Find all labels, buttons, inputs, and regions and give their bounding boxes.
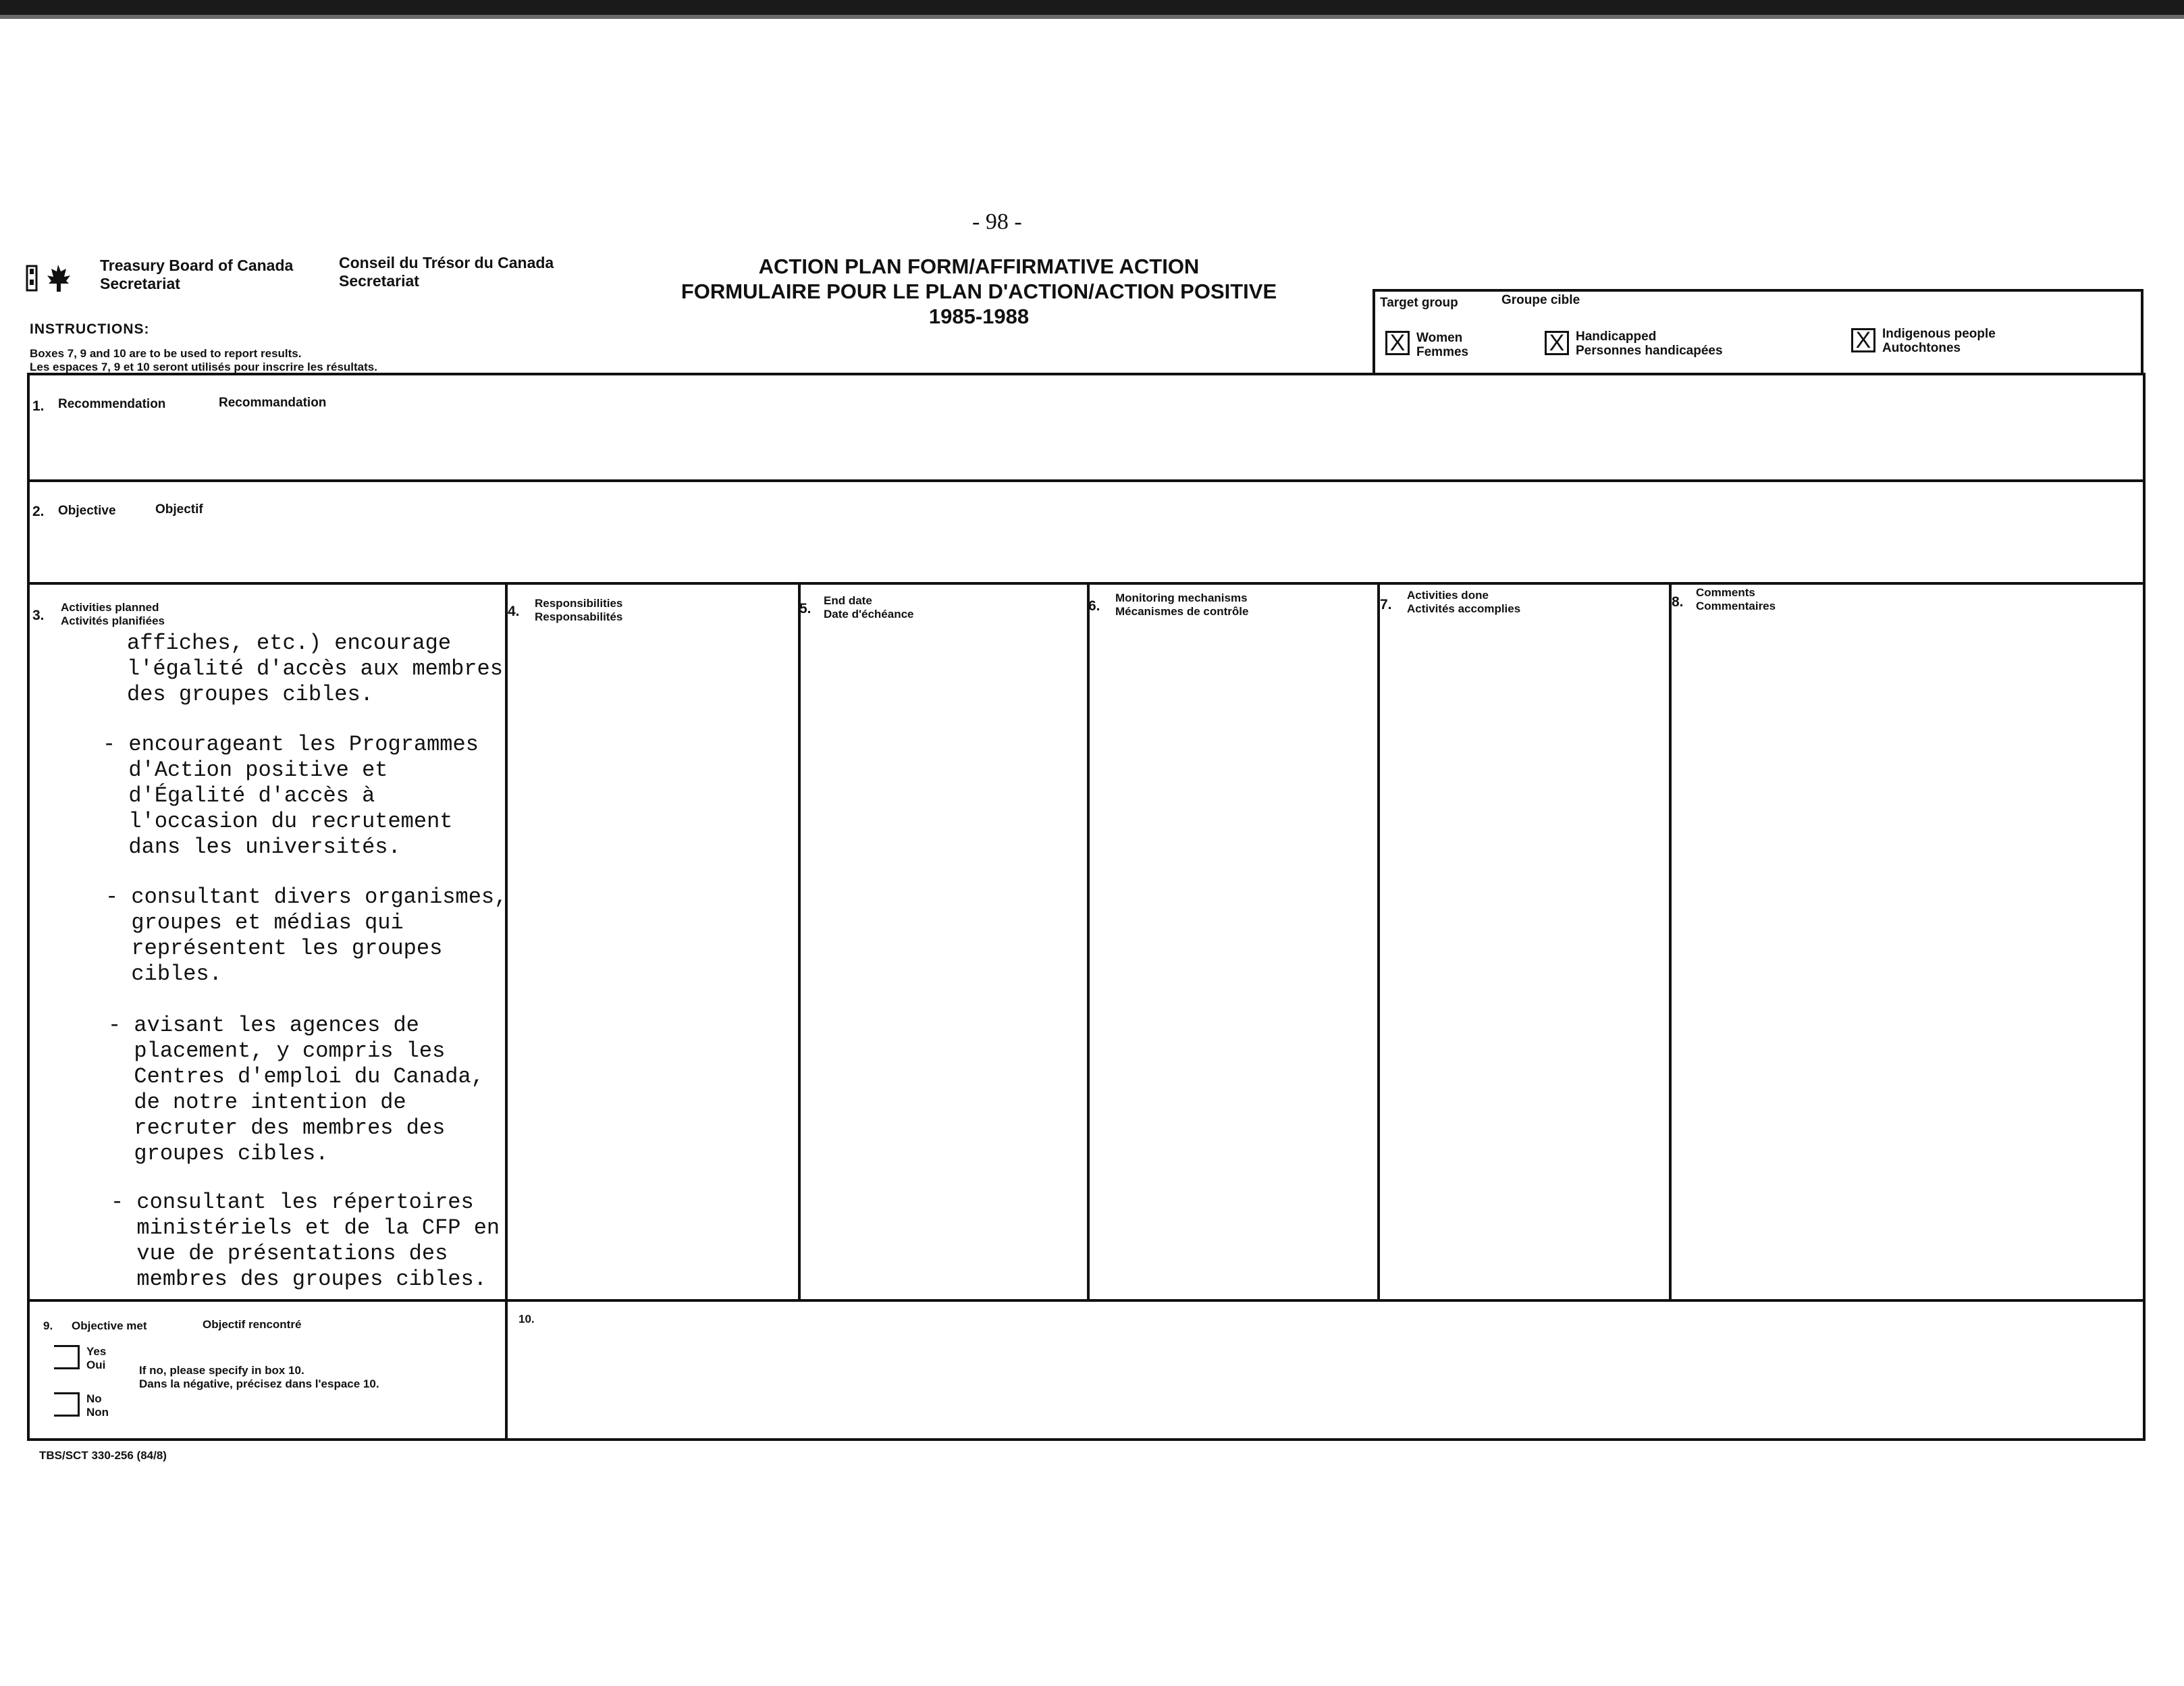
col3-label-en: Activities planned [61,601,159,614]
col7-label-en: Activities done [1407,589,1489,602]
activity-paragraph-1: affiches, etc.) encourage l'égalité d'accès aux membres des groupes cibles. [127,631,503,707]
no-label-en: No [86,1392,102,1405]
title-years: 1985-1988 [928,305,1030,328]
org-fr-line2: Secretariat [339,272,419,290]
yes-checkbox[interactable] [54,1345,80,1369]
section1-label-en: Recommendation [58,397,166,411]
col-divider-5-6 [1087,582,1090,1302]
indigenous-label-en: Indigenous people [1882,327,1996,341]
section2-divider [27,582,2146,585]
col-divider-6-7 [1377,582,1380,1302]
section9-number: 9. [43,1319,53,1332]
instructions-text [30,347,377,374]
section1-number: 1. [32,398,45,414]
col-divider-3-4 [505,582,508,1441]
col5-number: 5. [799,601,811,616]
section9-label-en: Objective met [72,1319,147,1332]
women-label-fr: Femmes [1416,345,1469,359]
col8-label-fr: Commentaires [1696,600,1776,612]
scan-top-border [0,0,2184,15]
yes-label [86,1345,106,1372]
target-group-label-fr: Groupe cible [1501,293,1580,307]
col7-label-fr: Activités accomplies [1407,602,1521,615]
col4-labels [535,597,622,624]
activity-paragraph-2: - encourageant les Programmes d'Action positive et d'Égalité d'accès à l'occasion du recrutement dans les universités. [103,732,479,860]
form-code: TBS/SCT 330-256 (84/8) [39,1449,167,1462]
handicapped-label-fr: Personnes handicapées [1576,344,1723,358]
no-label [86,1392,109,1419]
no-checkbox[interactable] [54,1392,80,1417]
instructions-line-fr: Les espaces 7, 9 et 10 seront utilisés pour inscrire les résultats. [30,361,377,373]
yes-label-fr: Oui [86,1359,106,1371]
col5-label-en: End date [824,594,872,607]
org-en-line2: Secretariat [100,275,180,292]
col-divider-7-8 [1669,582,1672,1302]
col3-number: 3. [32,608,45,623]
target-group-box [1373,289,2143,375]
col8-label-en: Comments [1696,586,1755,599]
col6-label-fr: Mécanismes de contrôle [1115,605,1249,618]
col4-label-fr: Responsabilités [535,610,623,623]
activity-paragraph-3: - consultant divers organismes, groupes et médias qui représentent les groupes cibles. [105,885,508,986]
target-group-label-en: Target group [1380,296,1458,310]
org-en-line1: Treasury Board of Canada [100,257,294,274]
indigenous-label-fr: Autochtones [1882,341,1961,355]
section1-divider [27,479,2146,482]
org-name-en [100,257,293,293]
columns-bottom-divider [27,1299,2146,1302]
col8-labels [1696,586,1776,613]
col-divider-4-5 [798,582,801,1302]
women-label [1416,331,1468,359]
col6-number: 6. [1088,598,1100,614]
col5-label-fr: Date d'échéance [824,608,914,621]
section9-note [139,1364,379,1391]
scan-top-border-shadow [0,15,2184,19]
section2-label-en: Objective [58,504,116,518]
canada-flag-logo [26,262,80,294]
col7-number: 7. [1380,597,1392,612]
col6-labels [1115,591,1248,618]
handicapped-label [1576,330,1723,358]
section9-note-fr: Dans la négative, précisez dans l'espace 10. [139,1377,379,1390]
title-line1: ACTION PLAN FORM/AFFIRMATIVE ACTION [758,255,1200,278]
org-fr-line1: Conseil du Trésor du Canada [339,254,554,271]
yes-label-en: Yes [86,1345,107,1358]
women-checkbox[interactable]: X [1385,331,1410,355]
handicapped-checkbox[interactable]: X [1545,331,1569,355]
col3-labels [61,601,165,628]
form-title [648,254,1310,329]
page-number: - 98 - [972,209,1022,234]
col4-number: 4. [508,604,520,619]
col3-label-fr: Activités planifiées [61,614,165,627]
indigenous-checkbox[interactable]: X [1851,328,1875,352]
no-label-fr: Non [86,1406,109,1419]
section1-label-fr: Recommandation [219,396,327,410]
section9-label-fr: Objectif rencontré [203,1318,302,1331]
instructions-line-en: Boxes 7, 9 and 10 are to be used to report results. [30,347,302,360]
section10-number: 10. [518,1313,535,1325]
col6-label-en: Monitoring mechanisms [1115,591,1248,604]
instructions-heading: INSTRUCTIONS: [30,321,150,337]
activity-paragraph-4: - avisant les agences de placement, y compris les Centres d'emploi du Canada, de notre intention de recruter des membres des groupes cibles. [108,1013,484,1166]
col5-labels [824,594,914,621]
org-name-fr [339,254,554,290]
handicapped-label-en: Handicapped [1576,330,1657,344]
section2-label-fr: Objectif [155,502,203,517]
indigenous-label [1882,327,1996,355]
title-line2: FORMULAIRE POUR LE PLAN D'ACTION/ACTION POSITIVE [681,280,1277,303]
activity-paragraph-5: - consultant les répertoires ministériels et de la CFP en vue de présentations des membres des groupes cibles. [111,1190,500,1292]
col4-label-en: Responsibilities [535,597,623,610]
section9-note-en: If no, please specify in box 10. [139,1364,304,1377]
col8-number: 8. [1672,594,1684,610]
col7-labels [1407,589,1520,616]
section2-number: 2. [32,504,45,519]
women-label-en: Women [1416,331,1463,345]
